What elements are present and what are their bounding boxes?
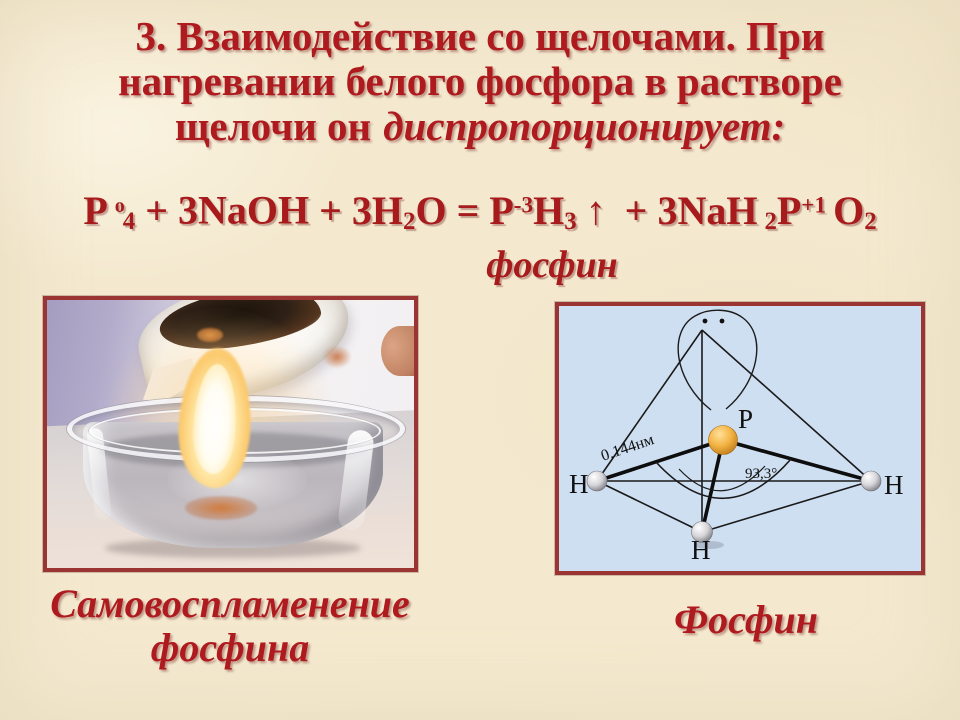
- lone-pair-dot: [720, 319, 725, 324]
- page-title: [0, 14, 960, 149]
- h-atom: [587, 471, 607, 491]
- eq-p4-oxidation-state: o: [114, 194, 125, 217]
- photo-caption-line-2: фосфина: [150, 625, 310, 670]
- phosphine-molecule-diagram: [559, 306, 921, 571]
- photo-orange-smudge: [323, 346, 351, 368]
- title-line-1: 3. Взаимодействие со щелочами. При: [135, 13, 825, 59]
- h-atom-label: H: [691, 535, 711, 565]
- photo-burning-phosphine: [47, 300, 414, 568]
- photo-hand: [381, 326, 414, 376]
- h-atom-label: H: [884, 470, 904, 500]
- gas-evolution-arrow: ↑: [585, 187, 606, 233]
- bond-angle-label: 93,3°: [745, 466, 778, 482]
- photo-caption-line-1: Самовоспламенение: [50, 581, 410, 626]
- diagram-caption: Фосфин: [674, 597, 818, 642]
- eq-p4-subscript: 4: [122, 207, 136, 235]
- eq-naoh: 3NaOH: [177, 187, 310, 233]
- phosphine-annotation: фосфин: [486, 244, 618, 286]
- p-atom-label: P: [738, 404, 754, 434]
- title-line-3-normal: щелочи он: [174, 103, 372, 149]
- eq-nah2po2: [657, 188, 876, 233]
- bond-length-label: 0.144нм: [598, 431, 657, 465]
- chemical-equation: [0, 181, 960, 246]
- eq-ph3: [489, 188, 576, 233]
- eq-plus-a: +: [145, 187, 168, 233]
- eq-nah2po2-sub2b: 2: [864, 207, 877, 235]
- eq-ph3-oxidation-state: -3: [513, 192, 534, 218]
- eq-h2o-pre: 3H: [351, 187, 404, 233]
- title-line-3-italic: диспропорционирует:: [383, 103, 786, 149]
- eq-p4: [83, 188, 135, 233]
- eq-nah2po2-sub2: 2: [764, 207, 777, 235]
- eq-equals: =: [456, 187, 480, 233]
- tetrahedron-edge: [702, 481, 871, 532]
- eq-plus-b: +: [319, 187, 342, 233]
- eq-nah2po2-p: P: [776, 187, 802, 233]
- tetrahedron-edge: [597, 481, 702, 532]
- eq-ph3-p: P: [489, 187, 514, 233]
- photo-frame: [43, 296, 418, 572]
- eq-nah2po2-nah: 3NaH: [657, 187, 758, 233]
- eq-h2o: [352, 188, 447, 233]
- p-atom: [709, 426, 738, 455]
- lone-pair-orbital: [678, 310, 757, 410]
- eq-plus-c: +: [624, 187, 648, 233]
- h-atom: [861, 471, 881, 491]
- photo-submerged-glow: [185, 496, 257, 520]
- eq-ph3-h: H: [533, 187, 565, 233]
- eq-h2o-subscript: 2: [403, 207, 416, 235]
- diagram-frame: [555, 302, 925, 575]
- title-line-2: нагревании белого фосфора в растворе: [118, 58, 842, 104]
- eq-nah2po2-oxidation-state: +1: [801, 192, 827, 218]
- eq-nah2po2-o: O: [833, 187, 865, 233]
- photo-caption: [20, 582, 440, 670]
- lone-pair-dot: [703, 319, 708, 324]
- eq-p4-symbol: P: [83, 187, 108, 233]
- title-line-3: [0, 104, 960, 149]
- eq-ph3-subscript: 3: [564, 207, 577, 235]
- eq-h2o-post: O: [415, 187, 447, 233]
- h-atom-label: H: [569, 469, 589, 499]
